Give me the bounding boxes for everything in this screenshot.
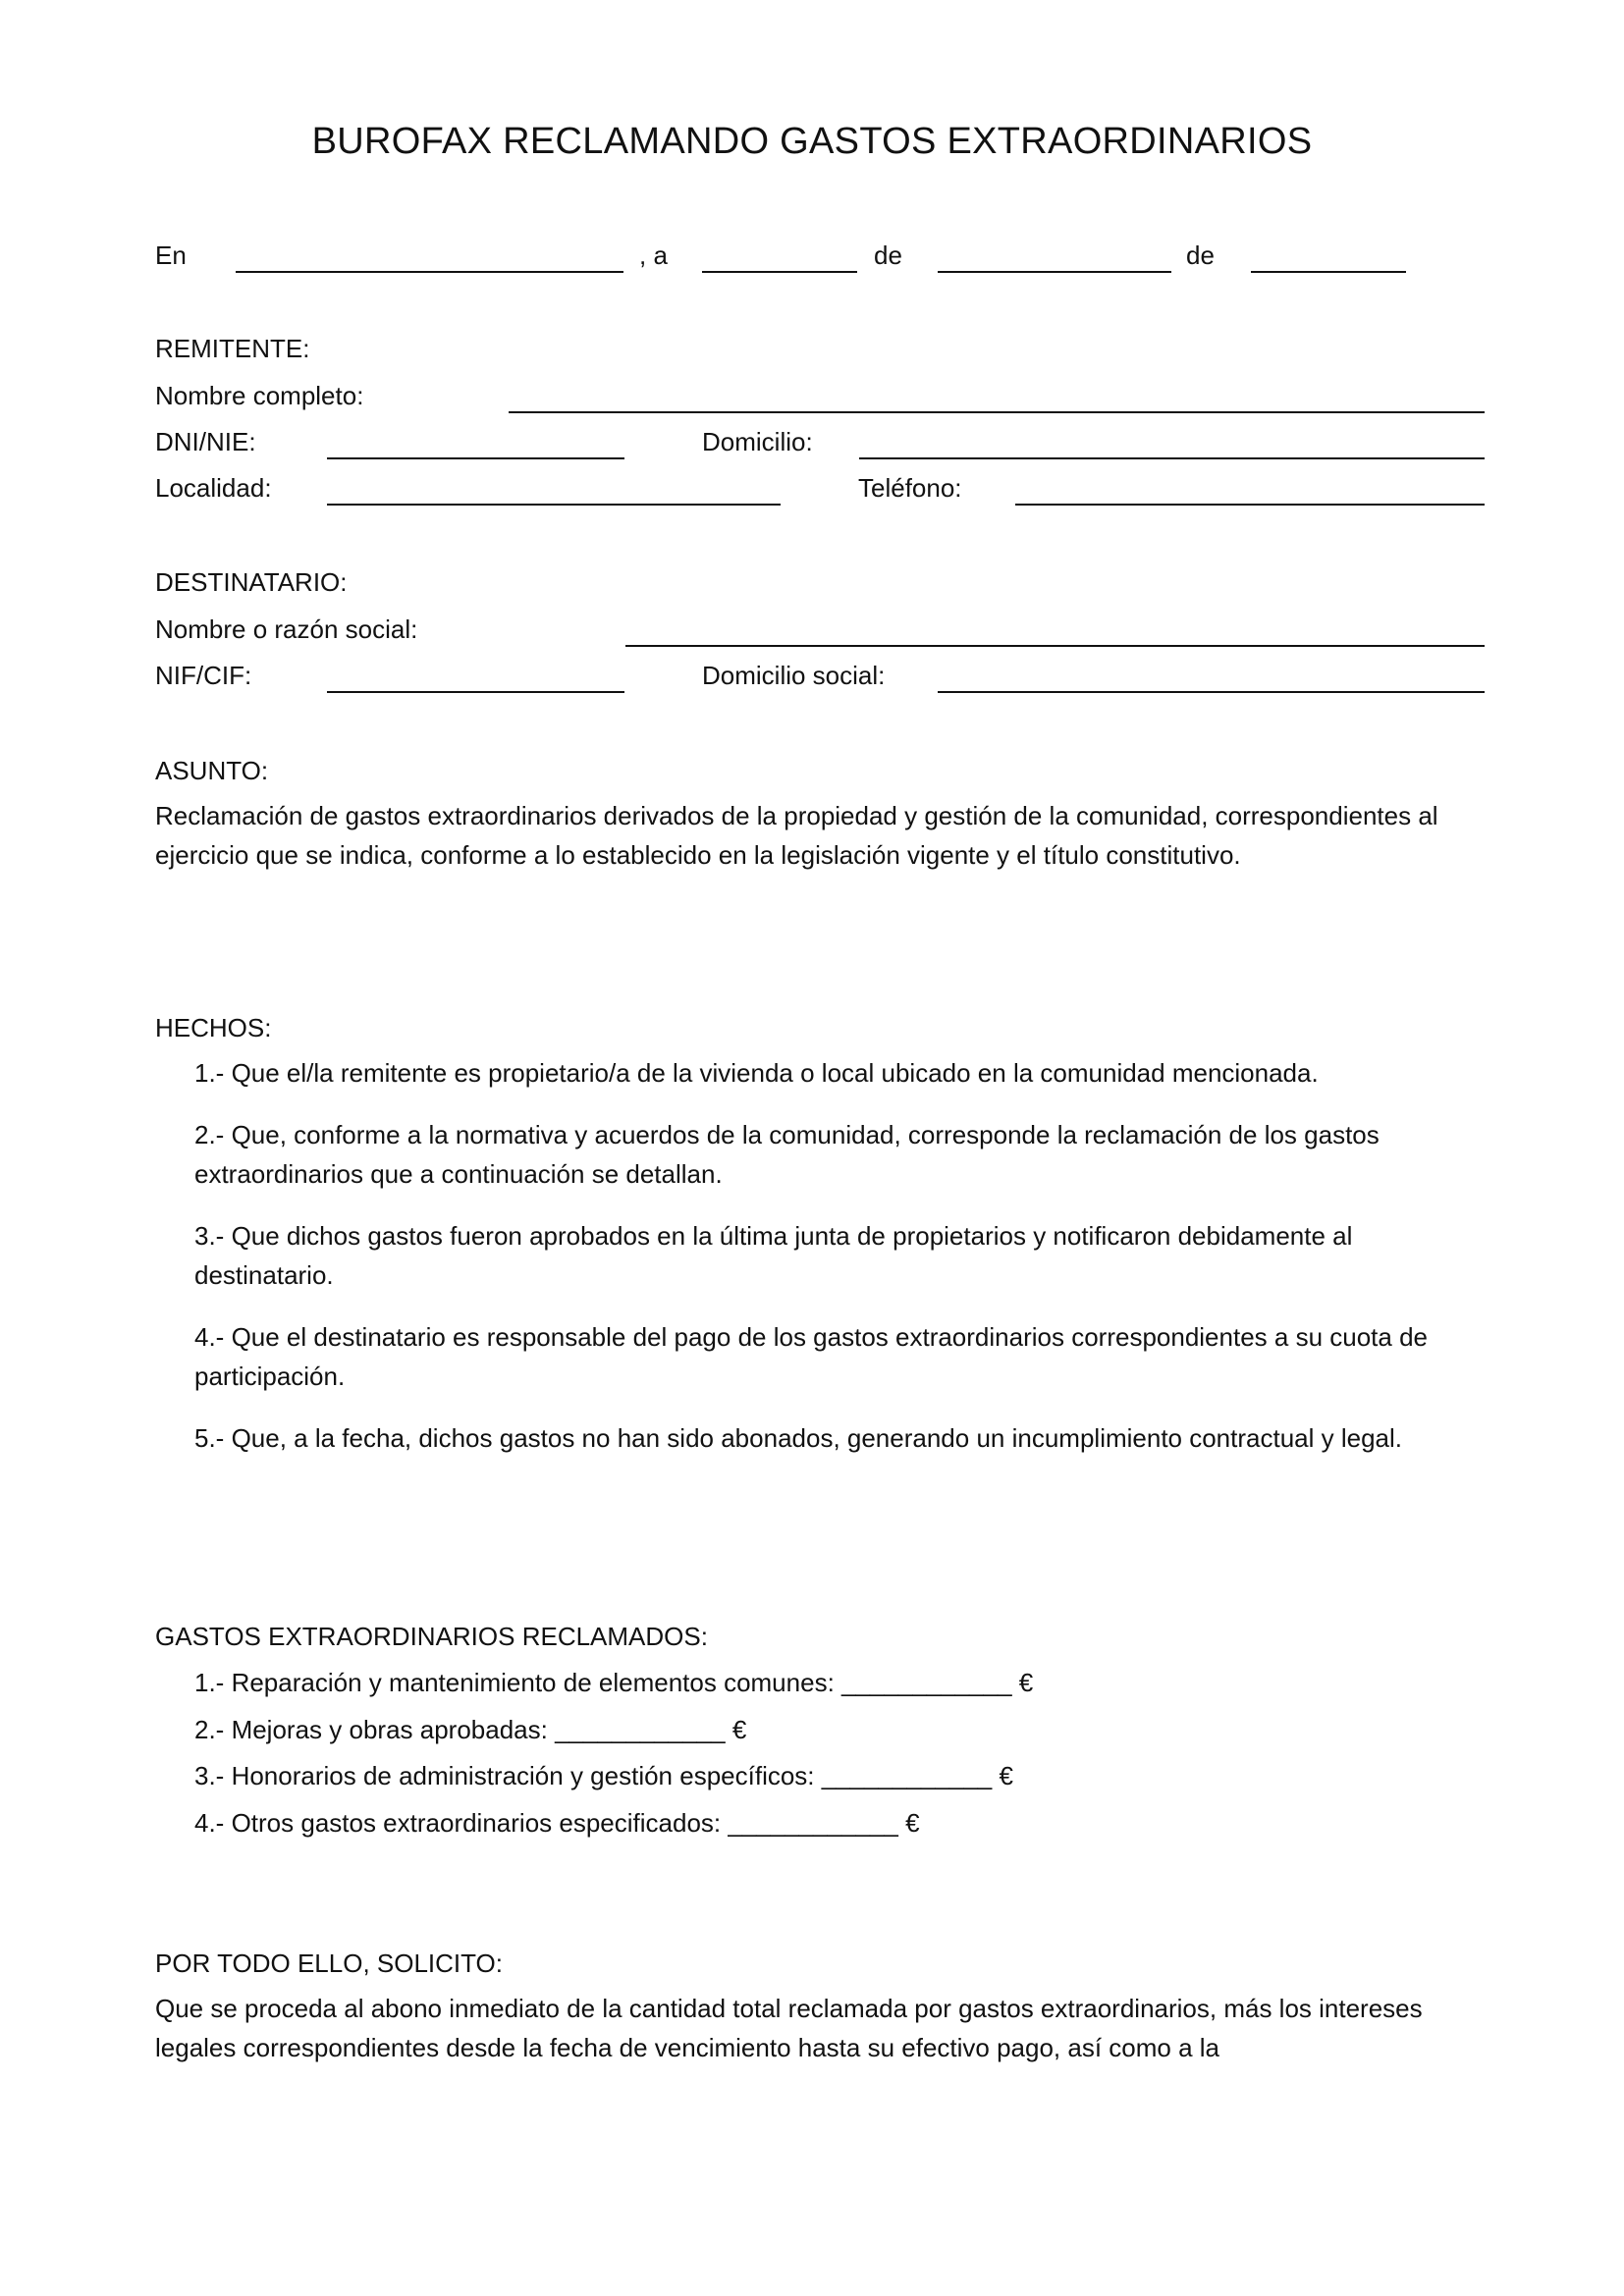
solicito-heading: POR TODO ELLO, SOLICITO: (155, 1949, 503, 1978)
place-field[interactable] (236, 271, 623, 273)
date-en-label: En (155, 240, 187, 270)
date-a-label: , a (639, 240, 668, 270)
gastos-item-3: 3.- Honorarios de administración y gestión específicos: ____________ € (194, 1761, 1013, 1790)
gastos-heading: GASTOS EXTRAORDINARIOS RECLAMADOS: (155, 1622, 708, 1651)
destinatario-domicilio-field[interactable] (938, 691, 1485, 693)
document-title: BUROFAX RECLAMANDO GASTOS EXTRAORDINARIOS (311, 121, 1313, 162)
remitente-domicilio-label: Domicilio: (702, 427, 813, 456)
hechos-item-3: 3.- Que dichos gastos fueron aprobados en la última junta de propietarios y notificaron debidamente al destinatario. (194, 1221, 1353, 1290)
year-field[interactable] (1251, 271, 1406, 273)
remitente-dni-label: DNI/NIE: (155, 427, 256, 456)
destinatario-nif-label: NIF/CIF: (155, 661, 252, 690)
destinatario-domicilio-label: Domicilio social: (702, 661, 886, 690)
remitente-dni-field[interactable] (327, 457, 624, 459)
hechos-item-4: 4.- Que el destinatario es responsable del pago de los gastos extraordinarios correspondientes a su cuota de participación. (194, 1322, 1428, 1391)
destinatario-nombre-label: Nombre o razón social: (155, 614, 418, 644)
hechos-heading: HECHOS: (155, 1013, 272, 1042)
remitente-telefono-label: Teléfono: (858, 473, 962, 503)
hechos-item-2: 2.- Que, conforme a la normativa y acuerdos de la comunidad, corresponde la reclamación de los gastos extraordinarios que a continuación se detallan. (194, 1120, 1380, 1189)
month-field[interactable] (938, 271, 1171, 273)
remitente-localidad-label: Localidad: (155, 473, 272, 503)
remitente-telefono-field[interactable] (1015, 504, 1485, 506)
gastos-item-4: 4.- Otros gastos extraordinarios especificados: ____________ € (194, 1808, 920, 1838)
remitente-nombre-label: Nombre completo: (155, 381, 364, 410)
gastos-item-1: 1.- Reparación y mantenimiento de elementos comunes: ____________ € (194, 1668, 1034, 1697)
destinatario-nombre-field[interactable] (625, 645, 1485, 647)
remitente-domicilio-field[interactable] (859, 457, 1485, 459)
asunto-heading: ASUNTO: (155, 756, 269, 785)
gastos-item-2: 2.- Mejoras y obras aprobadas: ____________ € (194, 1715, 747, 1744)
remitente-heading: REMITENTE: (155, 334, 310, 363)
date-de-label-2: de (1186, 240, 1215, 270)
remitente-nombre-field[interactable] (509, 411, 1485, 413)
destinatario-heading: DESTINATARIO: (155, 567, 348, 597)
hechos-item-1: 1.- Que el/la remitente es propietario/a de la vivienda o local ubicado en la comunidad mencionada. (194, 1058, 1319, 1088)
remitente-localidad-field[interactable] (327, 504, 781, 506)
day-field[interactable] (702, 271, 857, 273)
date-de-label-1: de (874, 240, 902, 270)
solicito-text: Que se proceda al abono inmediato de la cantidad total reclamada por gastos extraordinarios, más los intereses legales correspondientes desde la fecha de vencimiento hasta su efectivo pago, así como a la (155, 1994, 1423, 2062)
asunto-text: Reclamación de gastos extraordinarios derivados de la propiedad y gestión de la comunidad, correspondientes al ejercicio que se indica, conforme a lo establecido en la legislación vigente y el título constitutivo. (155, 801, 1438, 870)
hechos-item-5: 5.- Que, a la fecha, dichos gastos no han sido abonados, generando un incumplimiento contractual y legal. (194, 1423, 1403, 1453)
destinatario-nif-field[interactable] (327, 691, 624, 693)
